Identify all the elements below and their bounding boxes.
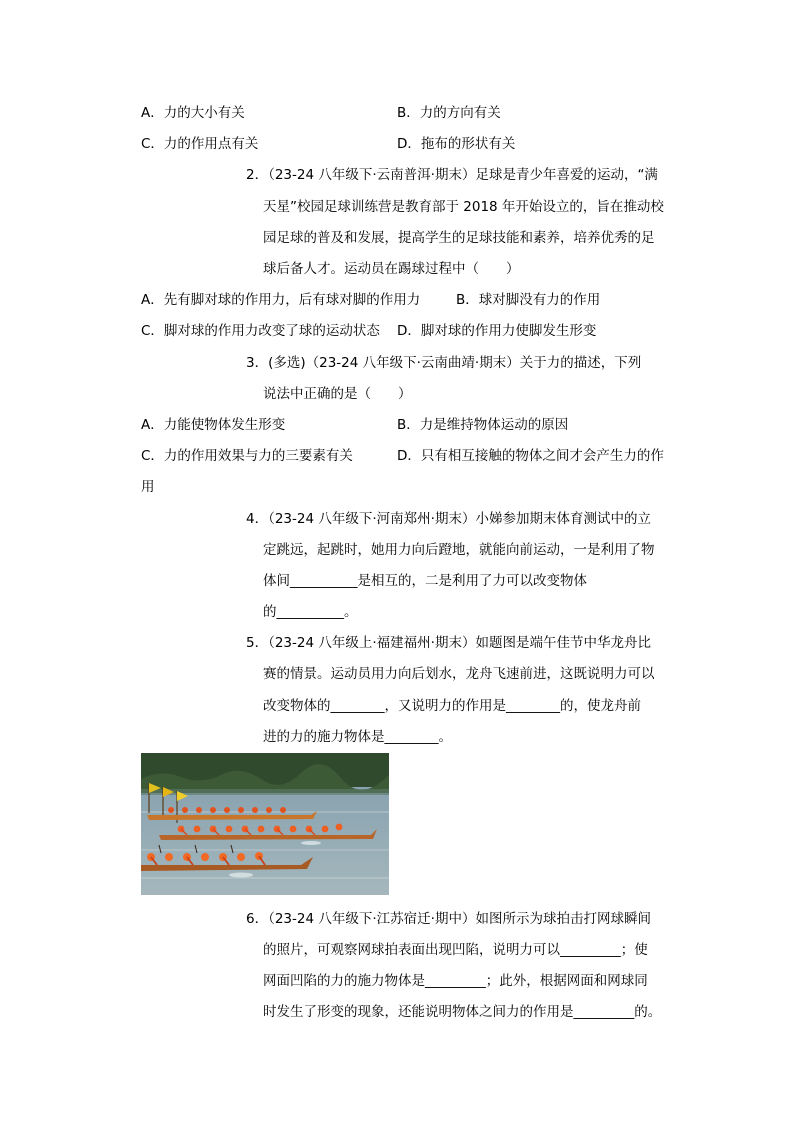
q3-stem-line2: 说法中正确的是（ ） (263, 386, 412, 402)
q5-stem-line4: 进的力的施力物体是________。 (263, 729, 452, 745)
q2-stem-line3: 园足球的普及和发展，提高学生的足球技能和素养，培养优秀的足 (263, 230, 655, 246)
q3-option-a: A．力能使物体发生形变 (141, 417, 286, 433)
q1-option-a: A．力的大小有关 (141, 105, 245, 121)
q4-stem-line1: 4．（23-24 八年级下·河南郑州·期末）小娣参加期末体育测试中的立 (246, 511, 651, 527)
q1-option-b: B．力的方向有关 (397, 105, 501, 121)
q6-stem-line2: 的照片，可观察网球拍表面出现凹陷，说明力可以_________；使 (263, 942, 648, 958)
q3-option-d: D．只有相互接触的物体之间才会产生力的作 (397, 448, 664, 464)
q2-option-b: B．球对脚没有力的作用 (456, 292, 601, 308)
q1-option-c: C．力的作用点有关 (141, 136, 259, 152)
q3-option-b: B．力是维持物体运动的原因 (397, 417, 569, 433)
q6-stem-line4: 时发生了形变的现象，还能说明物体之间力的作用是_________的。 (263, 1004, 662, 1020)
q4-stem-line3: 体间__________是相互的，二是利用了力可以改变物体 (263, 573, 587, 589)
q6-stem-line1: 6．（23-24 八年级下·江苏宿迁·期中）如图所示为球拍击打网球瞬间 (246, 911, 651, 927)
q4-stem-line4: 的__________。 (263, 604, 358, 620)
q3-option-c: C．力的作用效果与力的三要素有关 (141, 448, 353, 464)
q2-option-d: D．脚对球的作用力使脚发生形变 (397, 323, 597, 339)
q2-option-a: A．先有脚对球的作用力，后有球对脚的作用力 (141, 292, 421, 308)
q1-option-d: D．拖布的形状有关 (397, 136, 516, 152)
q3-stem-line1: 3．(多选)（23-24 八年级下·云南曲靖·期末）关于力的描述，下列 (246, 355, 642, 371)
q2-stem-line2: 天星”校园足球训练营是教育部于 2018 年开始设立的，旨在推动校 (263, 199, 664, 215)
q5-stem-line1: 5．（23-24 八年级上·福建福州·期末）如题图是端午佳节中华龙舟比 (246, 635, 651, 651)
q5-stem-line2: 赛的情景。运动员用力向后划水，龙舟飞速前进，这既说明力可以 (263, 666, 655, 682)
q3-option-d-continued: 用 (141, 479, 155, 495)
q2-stem-line1: 2．（23-24 八年级下·云南普洱·期末）足球是青少年喜爱的运动，“满 (246, 167, 658, 183)
dragon-boat-race-photo (141, 753, 389, 895)
q4-stem-line2: 定跳远，起跳时，她用力向后蹬地，就能向前运动，一是利用了物 (263, 542, 655, 558)
q5-stem-line3: 改变物体的________，又说明力的作用是________的，使龙舟前 (263, 698, 641, 714)
q6-stem-line3: 网面凹陷的力的施力物体是_________；此外，根据网面和网球同 (263, 973, 648, 989)
q2-option-c: C．脚对球的作用力改变了球的运动状态 (141, 323, 380, 339)
q2-stem-line4: 球后备人才。运动员在踢球过程中（ ） (263, 261, 520, 277)
